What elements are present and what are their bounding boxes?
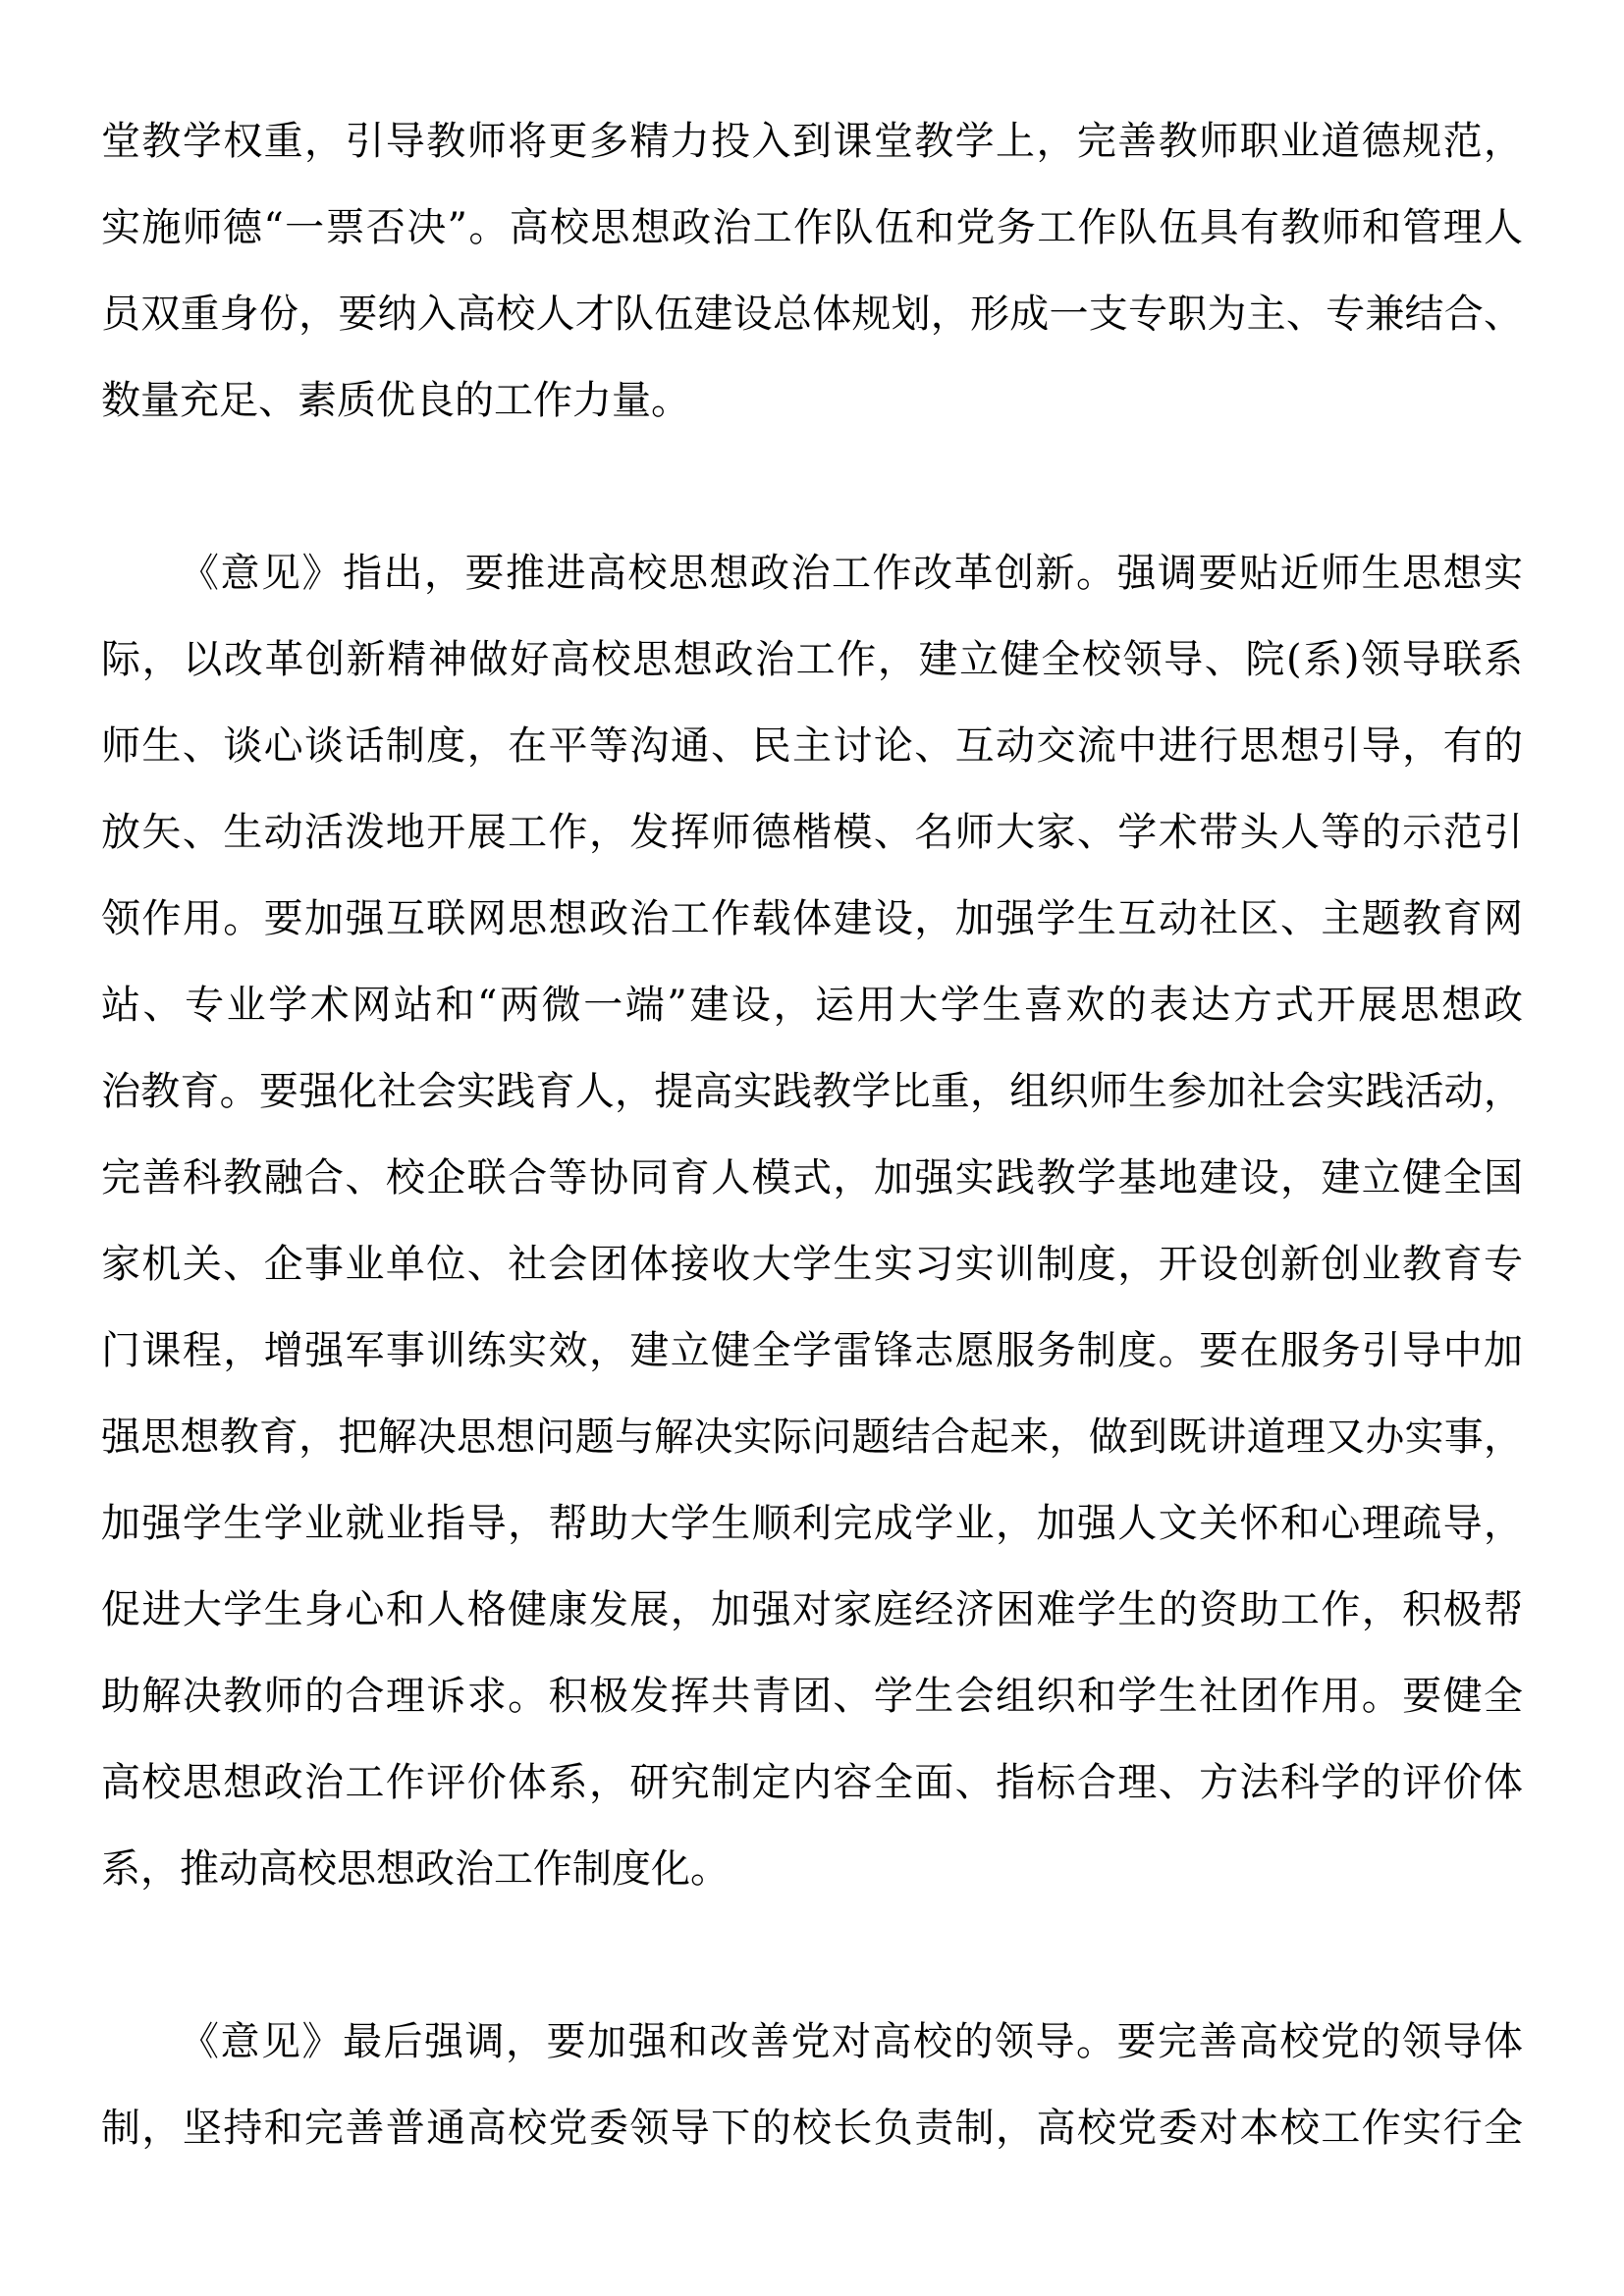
paragraph (101, 1999, 1523, 2171)
text-line: 治教育。要强化社会实践育人，提高实践教学比重，组织师生参加社会实践活动， (101, 1069, 1523, 1114)
text-line: 家机关、企事业单位、社会团体接收大学生实习实训制度，开设创新创业教育专 (101, 1242, 1523, 1287)
text-line: 助解决教师的合理诉求。积极发挥共青团、学生会组织和学生社团作用。要健全 (101, 1674, 1523, 1719)
text-line: 站、专业学术网站和“两微一端”建设，运用大学生喜欢的表达方式开展思想政 (101, 983, 1523, 1028)
text-line: 领作用。要加强互联网思想政治工作载体建设，加强学生互动社区、主题教育网 (101, 896, 1523, 941)
text-line: 制，坚持和完善普通高校党委领导下的校长负责制，高校党委对本校工作实行全 (101, 2106, 1523, 2151)
text-line: 《意见》最后强调，要加强和改善党对高校的领导。要完善高校党的领导体 (180, 2019, 1523, 2064)
text-block (101, 98, 1523, 2171)
text-line: 放矢、生动活泼地开展工作，发挥师德楷模、名师大家、学术带头人等的示范引 (101, 810, 1523, 855)
text-line: 数量充足、素质优良的工作力量。 (101, 378, 690, 423)
paragraph (101, 530, 1523, 1912)
text-line: 实施师德“一票否决”。高校思想政治工作队伍和党务工作队伍具有教师和管理人 (101, 205, 1523, 250)
text-line: 完善科教融合、校企联合等协同育人模式，加强实践教学基地建设，建立健全国 (101, 1155, 1523, 1201)
text-line: 强思想教育，把解决思想问题与解决实际问题结合起来，做到既讲道理又办实事， (101, 1415, 1523, 1460)
text-line: 加强学生学业就业指导，帮助大学生顺利完成学业，加强人文关怀和心理疏导， (101, 1501, 1523, 1546)
text-line: 员双重身份，要纳入高校人才队伍建设总体规划，形成一支专职为主、专兼结合、 (101, 292, 1523, 337)
text-line: 际，以改革创新精神做好高校思想政治工作，建立健全校领导、院(系)领导联系 (101, 637, 1523, 682)
text-line: 促进大学生身心和人格健康发展，加强对家庭经济困难学生的资助工作，积极帮 (101, 1587, 1523, 1632)
text-line: 系，推动高校思想政治工作制度化。 (101, 1846, 730, 1892)
text-line: 门课程，增强军事训练实效，建立健全学雷锋志愿服务制度。要在服务引导中加 (101, 1328, 1523, 1373)
text-line: 师生、谈心谈话制度，在平等沟通、民主讨论、互动交流中进行思想引导，有的 (101, 723, 1523, 769)
paragraph (101, 98, 1523, 444)
text-line: 《意见》指出，要推进高校思想政治工作改革创新。强调要贴近师生思想实 (180, 551, 1523, 596)
text-line: 高校思想政治工作评价体系，研究制定内容全面、指标合理、方法科学的评价体 (101, 1760, 1523, 1805)
text-line: 堂教学权重，引导教师将更多精力投入到课堂教学上，完善教师职业道德规范， (101, 119, 1523, 164)
